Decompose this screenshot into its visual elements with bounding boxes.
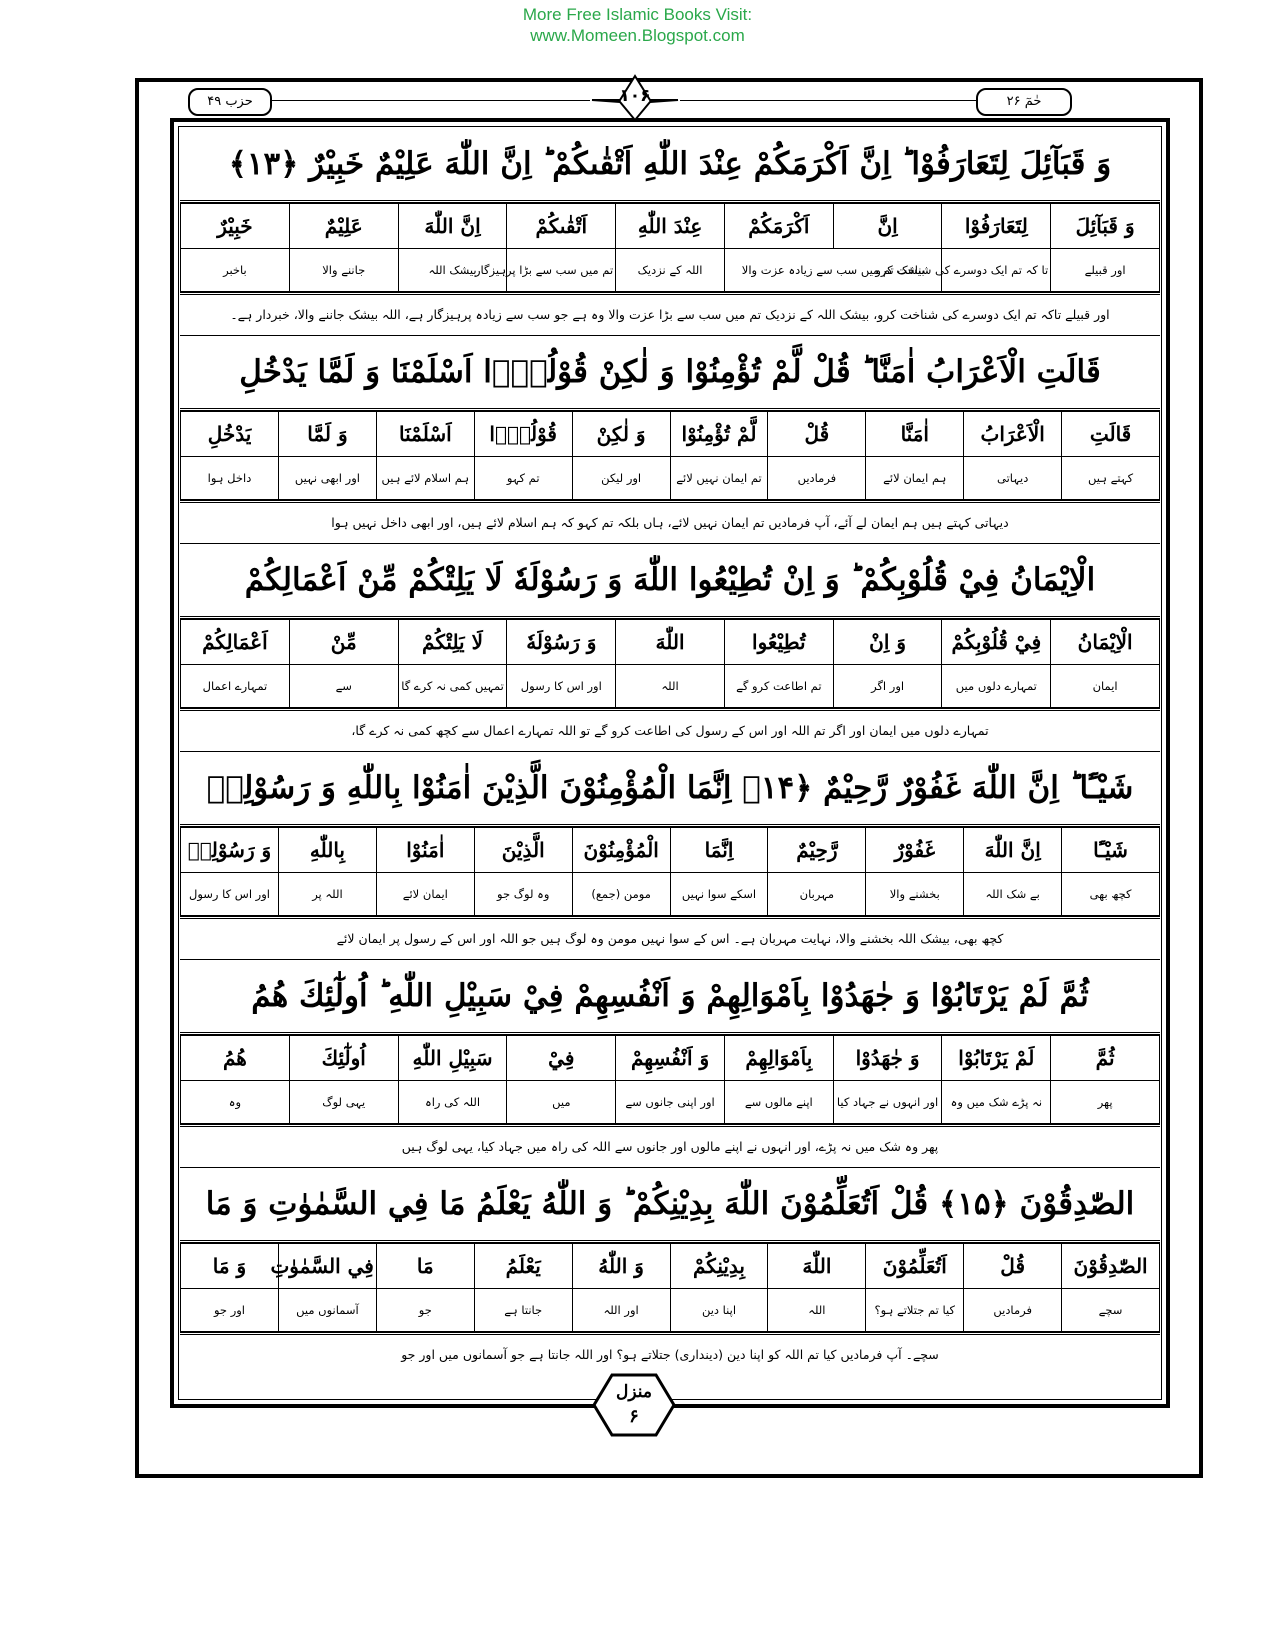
urdu-meaning: تمہیں کمی نہ کرے گا <box>398 665 507 708</box>
verse-section <box>180 1168 1160 1375</box>
urdu-meaning: جاننے والا <box>289 249 398 292</box>
urdu-meaning: کہتے ہیں <box>1062 457 1160 500</box>
header-rule-right <box>680 100 976 101</box>
arabic-word: ثُمَّ <box>1051 1036 1160 1081</box>
arabic-word: وَ جٰهَدُوْا <box>833 1036 942 1081</box>
page-number-badge <box>590 72 680 122</box>
manzil-label: منزل <box>616 1382 652 1402</box>
arabic-word: بِاللّٰهِ <box>278 828 376 873</box>
urdu-meaning: اور لیکن <box>572 457 670 500</box>
arabic-word: الْاَعْرَابُ <box>964 412 1062 457</box>
arabic-word-row <box>181 828 1160 873</box>
urdu-meaning: اور اگر <box>833 665 942 708</box>
word-grid <box>180 411 1160 500</box>
arabic-word-row <box>181 1244 1160 1289</box>
arabic-word: قُوْلُوْۤا <box>474 412 572 457</box>
arabic-word: وَ مَا <box>181 1244 279 1289</box>
urdu-meaning: فرمادیں <box>768 457 866 500</box>
arabic-word: فِي السَّمٰوٰتِ <box>278 1244 376 1289</box>
verse-section <box>180 128 1160 336</box>
surah-juz-label: حٰمٓ ۲۶ <box>976 88 1072 116</box>
arabic-word: اٰمَنَّا <box>866 412 964 457</box>
arabic-word: اِنَّ <box>833 204 942 249</box>
arabic-word: بِاَمْوَالِهِمْ <box>724 1036 833 1081</box>
translation-line: پھر وہ شک میں نہ پڑے، اور انہوں نے اپنے مالوں اور جانوں سے اللہ کی راہ میں جہاد کیا، یہی لوگ ہیں <box>180 1124 1160 1167</box>
arabic-word: وَ رَسُوْلِهٖ <box>181 828 279 873</box>
arabic-word: وَ اَنْفُسِهِمْ <box>616 1036 725 1081</box>
arabic-word-row <box>181 620 1160 665</box>
arabic-word: فِيْ قُلُوْبِكُمْ <box>942 620 1051 665</box>
urdu-meaning: تمہارے دلوں میں <box>942 665 1051 708</box>
urdu-meaning: تا کہ تم ایک دوسرے کی شناخت کرو <box>942 249 1051 292</box>
urdu-meaning: فرمادیں <box>964 1289 1062 1332</box>
arabic-word: اللّٰهَ <box>616 620 725 665</box>
urdu-meaning: اللہ <box>768 1289 866 1332</box>
arabic-word-row <box>181 412 1160 457</box>
urdu-meaning: اللہ کے نزدیک <box>616 249 725 292</box>
urdu-meaning: اور اللہ <box>572 1289 670 1332</box>
urdu-meaning: تم اطاعت کرو گے <box>724 665 833 708</box>
arabic-word: اللّٰهَ <box>768 1244 866 1289</box>
arabic-word: الصّٰدِقُوْنَ <box>1062 1244 1160 1289</box>
arabic-word: مِّنْ <box>289 620 398 665</box>
urdu-meaning: اور ابھی نہیں <box>278 457 376 500</box>
urdu-meaning: مہربان <box>768 873 866 916</box>
urdu-meaning-row <box>181 457 1160 500</box>
urdu-meaning: تم کہو <box>474 457 572 500</box>
arabic-word: اِنَّمَا <box>670 828 768 873</box>
urdu-meaning: ہم اسلام لائے ہیں <box>376 457 474 500</box>
arabic-word: مَا <box>376 1244 474 1289</box>
urdu-meaning: باخبر <box>181 249 290 292</box>
arabic-word: اَسْلَمْنَا <box>376 412 474 457</box>
arabic-word: لَّمْ تُؤْمِنُوْا <box>670 412 768 457</box>
urdu-meaning: بے شک اللہ <box>964 873 1062 916</box>
urdu-meaning: وہ لوگ جو <box>474 873 572 916</box>
arabic-word: لَمْ يَرْتَابُوْا <box>942 1036 1051 1081</box>
urdu-meaning-row <box>181 249 1160 292</box>
promo-link[interactable]: www.Momeen.Blogspot.com <box>530 26 745 45</box>
urdu-meaning: نہ پڑے شک میں وہ <box>942 1081 1051 1124</box>
arabic-word: قَالَتِ <box>1062 412 1160 457</box>
arabic-word: وَ اِنْ <box>833 620 942 665</box>
urdu-meaning: اللہ پر <box>278 873 376 916</box>
translation-line: کچھ بھی، بیشک اللہ بخشنے والا، نہایت مہربان ہے۔ اس کے سوا نہیں مومن وہ لوگ ہیں جو اللہ اور اس کے رسول پر ایمان لائے <box>180 916 1160 959</box>
urdu-meaning: ایمان <box>1051 665 1160 708</box>
arabic-word: هُمُ <box>181 1036 290 1081</box>
header-rule-left <box>268 100 590 101</box>
arabic-word: اَكْرَمَكُمْ <box>724 204 833 249</box>
word-grid <box>180 1035 1160 1124</box>
urdu-meaning: جانتا ہے <box>474 1289 572 1332</box>
ayah-line: وَ قَبَآئِلَ لِتَعَارَفُوْا ؕ اِنَّ اَكْرَمَكُمْ عِنْدَ اللّٰهِ اَتْقٰىكُمْ ؕ اِنَّ اللّٰهَ عَلِيْمٌ خَبِيْرٌ ﴿۱۳﴾ <box>180 128 1160 203</box>
page-content <box>180 128 1160 1375</box>
word-grid <box>180 827 1160 916</box>
urdu-meaning: آسمانوں میں <box>278 1289 376 1332</box>
arabic-word: اٰمَنُوْا <box>376 828 474 873</box>
urdu-meaning: پھر <box>1051 1081 1160 1124</box>
promo-banner <box>0 4 1275 46</box>
urdu-meaning: یہی لوگ <box>289 1081 398 1124</box>
urdu-meaning: ہم ایمان لائے <box>866 457 964 500</box>
urdu-meaning: سے <box>289 665 398 708</box>
urdu-meaning: اور اپنی جانوں سے <box>616 1081 725 1124</box>
urdu-meaning: دیہاتی <box>964 457 1062 500</box>
urdu-meaning: داخل ہوا <box>181 457 279 500</box>
arabic-word: اُولٰٓئِكَ <box>289 1036 398 1081</box>
arabic-word: قُلْ <box>768 412 866 457</box>
arabic-word-row <box>181 204 1160 249</box>
urdu-meaning: اور اس کا رسول <box>507 665 616 708</box>
ayah-line: قَالَتِ الْاَعْرَابُ اٰمَنَّا ؕ قُلْ لَّمْ تُؤْمِنُوْا وَ لٰكِنْ قُوْلُوْۤا اَسْلَمْنَا وَ لَمَّا يَدْخُلِ <box>180 336 1160 411</box>
ayah-line: الصّٰدِقُوْنَ ﴿۱۵﴾ قُلْ اَتُعَلِّمُوْنَ اللّٰهَ بِدِيْنِكُمْ ؕ وَ اللّٰهُ يَعْلَمُ مَا فِي السَّمٰوٰتِ وَ مَا <box>180 1168 1160 1243</box>
arabic-word: اَتْقٰىكُمْ <box>507 204 616 249</box>
ayah-line: ثُمَّ لَمْ يَرْتَابُوْا وَ جٰهَدُوْا بِاَمْوَالِهِمْ وَ اَنْفُسِهِمْ فِيْ سَبِيْلِ اللّٰهِ ؕ اُولٰٓئِكَ هُمُ <box>180 960 1160 1035</box>
arabic-word: الْمُؤْمِنُوْنَ <box>572 828 670 873</box>
verse-section <box>180 752 1160 960</box>
arabic-word: لَا يَلِتْكُمْ <box>398 620 507 665</box>
verse-section <box>180 960 1160 1168</box>
urdu-meaning: تم میں سب سے بڑا پرہیزگار <box>507 249 616 292</box>
urdu-meaning-row <box>181 1289 1160 1332</box>
arabic-word: وَ قَبَآئِلَ <box>1051 204 1160 249</box>
urdu-meaning: اپنا دین <box>670 1289 768 1332</box>
page-number: ۱۰۶ <box>619 86 651 106</box>
arabic-word: رَّحِيْمٌ <box>768 828 866 873</box>
word-grid <box>180 203 1160 292</box>
arabic-word: خَبِيْرٌ <box>181 204 290 249</box>
verse-section <box>180 544 1160 752</box>
translation-line: تمہارے دلوں میں ایمان اور اگر تم اللہ اور اس کے رسول کی اطاعت کرو گے تو اللہ تمہارے اعمال سے کچھ کمی نہ کرے گا، <box>180 708 1160 751</box>
urdu-meaning: بیشک تم میں سب سے زیادہ عزت والا <box>724 249 942 292</box>
urdu-meaning: اسکے سوا نہیں <box>670 873 768 916</box>
arabic-word: وَ رَسُوْلَهٗ <box>507 620 616 665</box>
urdu-meaning-row <box>181 1081 1160 1124</box>
urdu-meaning: اللہ کی راہ <box>398 1081 507 1124</box>
urdu-meaning: اللہ <box>616 665 725 708</box>
arabic-word: لِتَعَارَفُوْا <box>942 204 1051 249</box>
urdu-meaning: اور انہوں نے جہاد کیا <box>833 1081 942 1124</box>
promo-line1: More Free Islamic Books Visit: <box>522 5 753 24</box>
ayah-line: شَيْـًٔا ؕ اِنَّ اللّٰهَ غَفُوْرٌ رَّحِيْمٌ ﴿۱۴﴾ اِنَّمَا الْمُؤْمِنُوْنَ الَّذِيْنَ اٰمَنُوْا بِاللّٰهِ وَ رَسُوْلِهٖ <box>180 752 1160 827</box>
ayah-line: الْاِيْمَانُ فِيْ قُلُوْبِكُمْ ؕ وَ اِنْ تُطِيْعُوا اللّٰهَ وَ رَسُوْلَهٗ لَا يَلِتْكُمْ مِّنْ اَعْمَالِكُمْ <box>180 544 1160 619</box>
arabic-word: اِنَّ اللّٰهَ <box>398 204 507 249</box>
urdu-meaning-row <box>181 873 1160 916</box>
verse-section <box>180 336 1160 544</box>
arabic-word: عِنْدَ اللّٰهِ <box>616 204 725 249</box>
urdu-meaning: ایمان لائے <box>376 873 474 916</box>
translation-line: اور قبیلے تاکہ تم ایک دوسرے کی شناخت کرو، بیشک اللہ کے نزدیک تم میں سب سے بڑا عزت والا وہ ہے جو سب سے زیادہ پرہیزگار ہے، اللہ بیشک جاننے والا، خبردار ہے۔ <box>180 292 1160 335</box>
arabic-word: سَبِيْلِ اللّٰهِ <box>398 1036 507 1081</box>
arabic-word: تُطِيْعُوا <box>724 620 833 665</box>
urdu-meaning: اور جو <box>181 1289 279 1332</box>
arabic-word: قُلْ <box>964 1244 1062 1289</box>
urdu-meaning: بخشنے والا <box>866 873 964 916</box>
arabic-word: اَتُعَلِّمُوْنَ <box>866 1244 964 1289</box>
arabic-word: عَلِيْمٌ <box>289 204 398 249</box>
manzil-number: ۶ <box>629 1406 639 1427</box>
arabic-word: الْاِيْمَانُ <box>1051 620 1160 665</box>
urdu-meaning: تم ایمان نہیں لائے <box>670 457 768 500</box>
arabic-word: يَدْخُلِ <box>181 412 279 457</box>
urdu-meaning: جو <box>376 1289 474 1332</box>
word-grid <box>180 1243 1160 1332</box>
urdu-meaning: بیشک اللہ <box>398 249 507 292</box>
urdu-meaning: اور اس کا رسول <box>181 873 279 916</box>
arabic-word-row <box>181 1036 1160 1081</box>
arabic-word: شَيْـًٔا <box>1062 828 1160 873</box>
hizb-label: حزب ۴۹ <box>188 88 272 116</box>
urdu-meaning: سچے <box>1062 1289 1160 1332</box>
manzil-badge <box>592 1372 676 1438</box>
arabic-word: وَ اللّٰهُ <box>572 1244 670 1289</box>
arabic-word: الَّذِيْنَ <box>474 828 572 873</box>
urdu-meaning: میں <box>507 1081 616 1124</box>
translation-line: سچے۔ آپ فرمادیں کیا تم اللہ کو اپنا دین (دینداری) جتلاتے ہو؟ اور اللہ جانتا ہے جو آسمانوں میں اور جو <box>180 1332 1160 1375</box>
urdu-meaning: مومن (جمع) <box>572 873 670 916</box>
translation-line: دیہاتی کہتے ہیں ہم ایمان لے آئے، آپ فرمادیں تم ایمان نہیں لائے، ہاں بلکہ تم کہو کہ ہم اسلام لائے ہیں، اور ابھی داخل نہیں ہوا <box>180 500 1160 543</box>
arabic-word: اِنَّ اللّٰهَ <box>964 828 1062 873</box>
arabic-word: فِيْ <box>507 1036 616 1081</box>
word-grid <box>180 619 1160 708</box>
arabic-word: بِدِيْنِكُمْ <box>670 1244 768 1289</box>
arabic-word: وَ لٰكِنْ <box>572 412 670 457</box>
arabic-word: وَ لَمَّا <box>278 412 376 457</box>
arabic-word: يَعْلَمُ <box>474 1244 572 1289</box>
urdu-meaning: اور قبیلے <box>1051 249 1160 292</box>
urdu-meaning: کچھ بھی <box>1062 873 1160 916</box>
arabic-word: اَعْمَالِكُمْ <box>181 620 290 665</box>
urdu-meaning: وہ <box>181 1081 290 1124</box>
urdu-meaning: تمہارے اعمال <box>181 665 290 708</box>
urdu-meaning-row <box>181 665 1160 708</box>
urdu-meaning: اپنے مالوں سے <box>724 1081 833 1124</box>
arabic-word: غَفُوْرٌ <box>866 828 964 873</box>
urdu-meaning: کیا تم جتلاتے ہو؟ <box>866 1289 964 1332</box>
